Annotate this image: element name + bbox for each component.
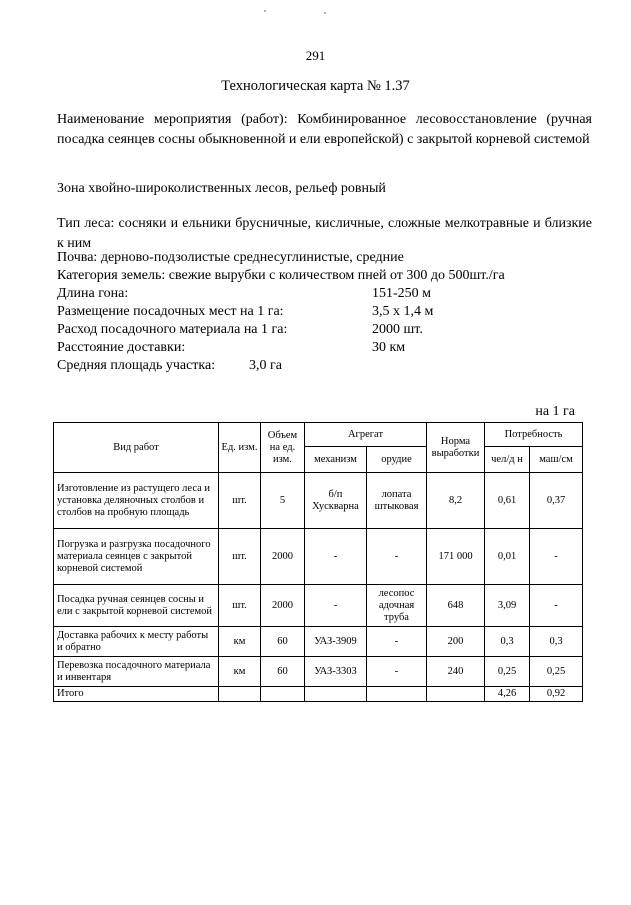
param-label: Расстояние доставки: <box>57 340 186 355</box>
work-cell: Изготовление из растущего леса и установка деляночных столбов и столбов на пробную площадь <box>54 473 219 529</box>
param-value: 30 км <box>372 340 406 355</box>
header-man-days: чел/д н <box>485 447 530 473</box>
param-label: Длина гона: <box>57 286 129 301</box>
total-label: Итого <box>54 687 219 702</box>
empty-cell <box>305 687 367 702</box>
empty-cell <box>261 687 305 702</box>
table-row <box>54 473 583 529</box>
param-label: Размещение посадочных мест на 1 га: <box>57 304 284 319</box>
tool-cell: лесопос адочная труба <box>367 585 427 627</box>
page-number: 291 <box>305 48 326 63</box>
header-unit: Ед. изм. <box>219 423 261 473</box>
mechanism-cell: - <box>305 529 367 585</box>
man-days-cell: 0,3 <box>485 627 530 657</box>
tool-cell: - <box>367 627 427 657</box>
norm-cell: 648 <box>427 585 485 627</box>
unit-cell: км <box>219 657 261 687</box>
header-tool: орудие <box>367 447 427 473</box>
activity-name: Наименование мероприятия (работ): Комбинированное лесовосстановление (ручная посадка сеянцев сосны обыкновенной и ели европейской) с закрытой корневой системой <box>57 112 592 147</box>
man-days-cell: 0,25 <box>485 657 530 687</box>
man-days-cell: 0,01 <box>485 529 530 585</box>
machine-shifts-cell: - <box>530 529 583 585</box>
param-value: 3,5 х 1,4 м <box>372 304 434 319</box>
volume-cell: 5 <box>261 473 305 529</box>
machine-shifts-cell: 0,3 <box>530 627 583 657</box>
norm-cell: 200 <box>427 627 485 657</box>
header-need: Потребность <box>485 423 583 447</box>
param-value: 2000 шт. <box>372 322 423 337</box>
unit-cell: км <box>219 627 261 657</box>
header-norm: Норма выработки <box>427 423 485 473</box>
volume-cell: 2000 <box>261 585 305 627</box>
tool-cell: - <box>367 529 427 585</box>
norm-cell: 240 <box>427 657 485 687</box>
total-row <box>54 687 583 702</box>
scan-speck <box>264 10 266 12</box>
header-machine-shifts: маш/см <box>530 447 583 473</box>
table-row <box>54 627 583 657</box>
total-machine-shifts: 0,92 <box>530 687 583 702</box>
avg-area-label: Средняя площадь участка: <box>57 358 216 373</box>
norm-cell: 171 000 <box>427 529 485 585</box>
unit-cell: шт. <box>219 585 261 627</box>
unit-note: на 1 га <box>535 404 575 419</box>
volume-cell: 2000 <box>261 529 305 585</box>
work-table <box>53 422 583 702</box>
table-row <box>54 657 583 687</box>
mechanism-cell: б/п Хускварна <box>305 473 367 529</box>
mechanism-cell: - <box>305 585 367 627</box>
man-days-cell: 3,09 <box>485 585 530 627</box>
tool-cell: - <box>367 657 427 687</box>
volume-cell: 60 <box>261 627 305 657</box>
land-category: Категория земель: свежие вырубки с количеством пней от 300 до 500шт./га <box>57 268 505 283</box>
mechanism-cell: УАЗ-3303 <box>305 657 367 687</box>
header-aggregate: Агрегат <box>305 423 427 447</box>
norm-cell: 8,2 <box>427 473 485 529</box>
empty-cell <box>427 687 485 702</box>
machine-shifts-cell: - <box>530 585 583 627</box>
total-man-days: 4,26 <box>485 687 530 702</box>
header-work-type: Вид работ <box>54 423 219 473</box>
volume-cell: 60 <box>261 657 305 687</box>
table-row <box>54 585 583 627</box>
machine-shifts-cell: 0,25 <box>530 657 583 687</box>
unit-cell: шт. <box>219 529 261 585</box>
table-row <box>54 529 583 585</box>
header-volume: Объем на ед. изм. <box>261 423 305 473</box>
param-value: 151-250 м <box>372 286 432 301</box>
machine-shifts-cell: 0,37 <box>530 473 583 529</box>
header-mechanism: механизм <box>305 447 367 473</box>
work-cell: Погрузка и разгрузка посадочного материала сеянцев с закрытой корневой системой <box>54 529 219 585</box>
mechanism-cell: УАЗ-3909 <box>305 627 367 657</box>
scan-speck <box>324 12 326 14</box>
avg-area-value: 3,0 га <box>249 358 282 373</box>
unit-cell: шт. <box>219 473 261 529</box>
tool-cell: лопата штыковая <box>367 473 427 529</box>
man-days-cell: 0,61 <box>485 473 530 529</box>
param-label: Расход посадочного материала на 1 га: <box>57 322 288 337</box>
empty-cell <box>367 687 427 702</box>
zone-text: Зона хвойно-широколиственных лесов, рельеф ровный <box>57 181 386 196</box>
empty-cell <box>219 687 261 702</box>
card-title: Технологическая карта № 1.37 <box>221 78 410 94</box>
forest-type: Тип леса: сосняки и ельники брусничные, кисличные, сложные мелкотравные и близкие к ним <box>57 216 592 251</box>
work-cell: Перевозка посадочного материала и инвентаря <box>54 657 219 687</box>
soil-text: Почва: дерново-подзолистые среднесуглинистые, средние <box>57 250 404 265</box>
work-cell: Доставка рабочих к месту работы и обратно <box>54 627 219 657</box>
work-cell: Посадка ручная сеянцев сосны и ели с закрытой корневой системой <box>54 585 219 627</box>
